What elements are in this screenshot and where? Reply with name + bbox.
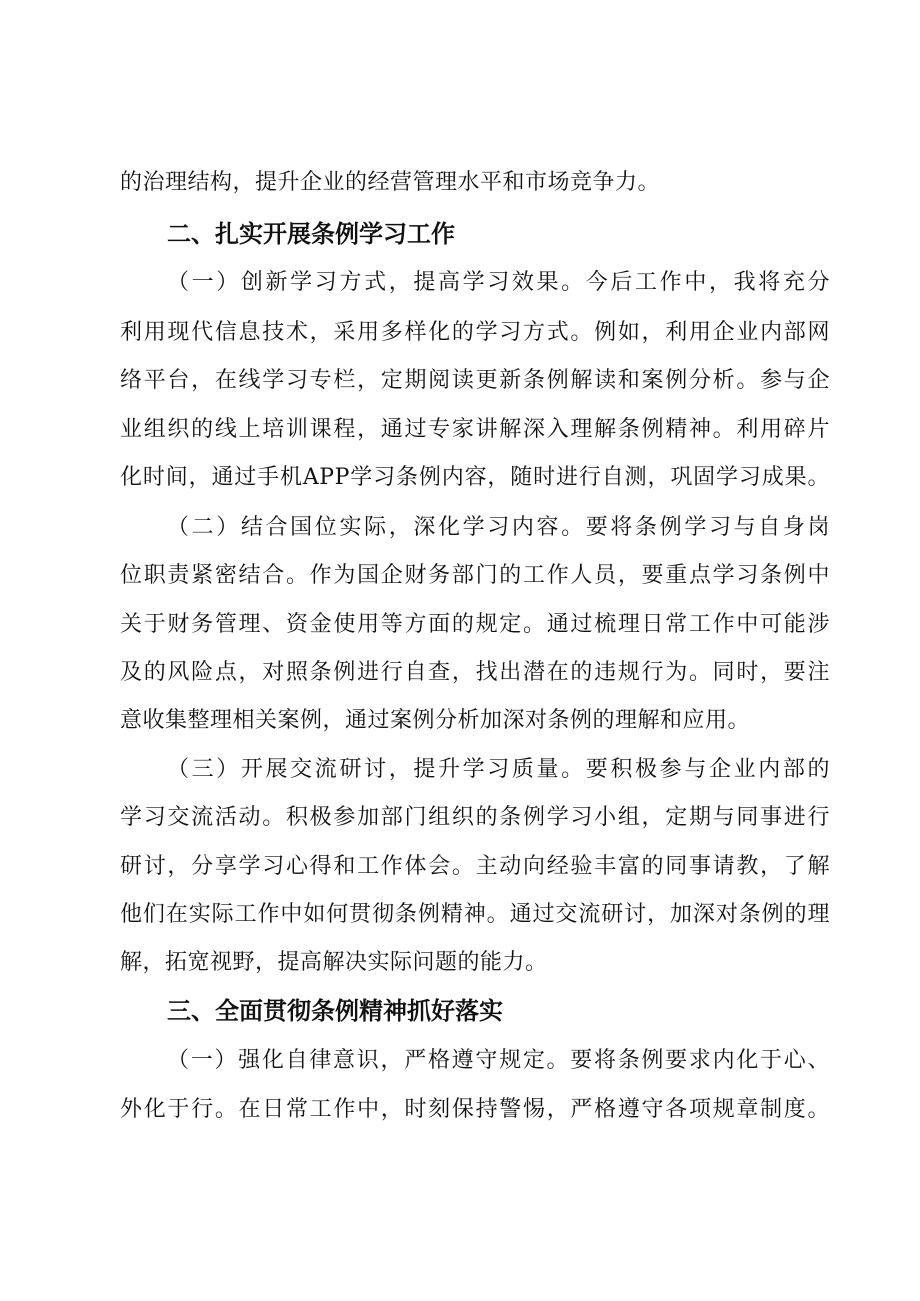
section-heading-2: 二、扎实开展条例学习工作 [167,220,455,248]
paragraph-line: 意收集整理相关案例，通过案例分析加深对条例的理解和应用。 [120,708,751,733]
paragraph-line: （一）强化自律意识，严格遵守规定。要将条例要求内化于心、 [167,1048,830,1073]
paragraph-line: 位职责紧密结合。作为国企财务部门的工作人员，要重点学习条例中 [120,563,830,588]
paragraph-line: （二）结合国位实际，深化学习内容。要将条例学习与自身岗 [167,515,830,540]
paragraph-line: 他们在实际工作中如何贯彻条例精神。通过交流研讨，加深对条例的理 [120,902,830,927]
section-heading-3: 三、全面贯彻条例精神抓好落实 [167,997,503,1025]
paragraph-line: 络平台，在线学习专栏，定期阅读更新条例解读和案例分析。参与企 [120,368,830,393]
paragraph-line: （三）开展交流研讨，提升学习质量。要积极参与企业内部的 [167,757,830,782]
paragraph-line: 解，拓宽视野，提高解决实际问题的能力。 [120,950,548,975]
paragraph-line: 的治理结构，提升企业的经营管理水平和市场竞争力。 [120,170,661,195]
paragraph-line: 关于财务管理、资金使用等方面的规定。通过梳理日常工作中可能涉 [120,612,830,637]
paragraph-line: 业组织的线上培训课程，通过专家讲解深入理解条例精神。利用碎片 [120,417,830,442]
paragraph-line: 研讨，分享学习心得和工作体会。主动向经验丰富的同事请教，了解 [120,854,830,879]
paragraph-line: （一）创新学习方式，提高学习效果。今后工作中，我将充分 [167,270,830,295]
paragraph-line: 外化于行。在日常工作中，时刻保持警惕，严格遵守各项规章制度。 [120,1097,830,1122]
paragraph-line: 化时间，通过手机APP学习条例内容，随时进行自测，巩固学习成果。 [120,465,830,490]
paragraph-line: 学习交流活动。积极参加部门组织的条例学习小组，定期与同事进行 [120,805,830,830]
paragraph-line: 及的风险点，对照条例进行自查，找出潜在的违规行为。同时，要注 [120,660,830,685]
paragraph-line: 利用现代信息技术，采用多样化的学习方式。例如，利用企业内部网 [120,320,830,345]
